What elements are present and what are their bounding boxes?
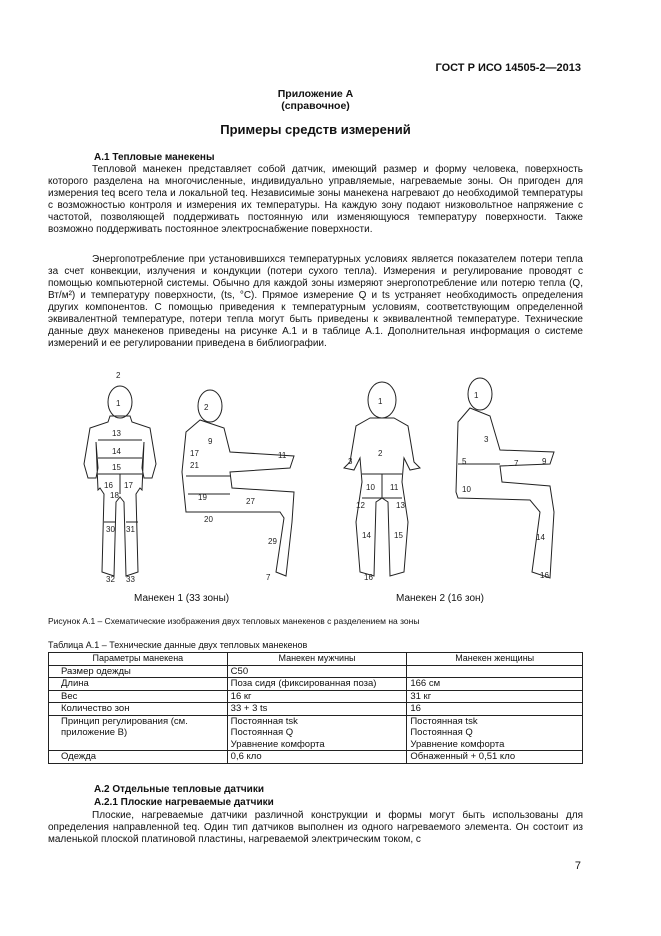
annex-title: Приложение А xyxy=(277,88,354,100)
zone-label: 15 xyxy=(112,463,121,472)
zone-label: 14 xyxy=(536,533,545,542)
table-row xyxy=(49,715,583,751)
table-header-cell: Параметры манекена xyxy=(49,653,228,666)
table-cell: Длина xyxy=(49,678,228,691)
table-cell: С50 xyxy=(227,665,407,678)
zone-label: 16 xyxy=(104,481,113,490)
table-cell xyxy=(407,665,583,678)
section-a1-p1-text: Тепловой манекен представляет собой датчик, имеющий размер и форму человека, поверхность которого разделена на многочисленные, индивидуально управляемые, нагреваемые зоны. Он пригоден для измерения teq всего тела и локальной teq. Независимые зоны манекена нагревают до необходимой температуры с возможностью контроля и измерения их температуры. На каждую зону подают низковольтное напряжение с частотой, позволяющей поддерживать постоянную или изменяющуюся температуру поверхности. Также возможно поддерживать постоянное электроснабжение поверхности. xyxy=(48,164,583,235)
table-cell: 16 xyxy=(407,703,583,716)
zone-label: 2 xyxy=(116,372,121,380)
table-header-row xyxy=(49,653,583,666)
manikin-2-side xyxy=(456,378,554,578)
zone-label: 17 xyxy=(190,449,199,458)
zone-label: 9 xyxy=(542,457,547,466)
table-cell: 31 кг xyxy=(407,690,583,703)
zone-label: 7 xyxy=(514,459,519,468)
page-title: Примеры средств измерений xyxy=(220,122,411,137)
manikin-1-front xyxy=(84,386,156,576)
figure-caption: Рисунок А.1 – Схематические изображения двух тепловых манекенов с разделением на зоны xyxy=(48,616,420,626)
zone-label: 3 xyxy=(484,435,489,444)
section-a1-paragraph-2 xyxy=(48,254,583,350)
section-a1-heading: А.1 Тепловые манекены xyxy=(94,152,215,163)
zone-label: 2 xyxy=(204,403,209,412)
zone-label: 1 xyxy=(474,391,479,400)
manikin-1-side xyxy=(182,390,294,576)
table-row xyxy=(49,703,583,716)
zone-label: 16 xyxy=(364,573,373,582)
zone-label: 32 xyxy=(106,575,115,584)
figure-label-manikin-2: Манекен 2 (16 зон) xyxy=(396,593,484,604)
table-row xyxy=(49,678,583,691)
table-cell: 16 кг xyxy=(227,690,407,703)
table-cell: 33 + 3 ts xyxy=(227,703,407,716)
annex-subtitle: (справочное) xyxy=(281,100,350,112)
manikin-2-front xyxy=(344,382,420,576)
annex-heading xyxy=(48,88,583,112)
zone-label: 1 xyxy=(378,397,383,406)
zone-label: 14 xyxy=(362,531,371,540)
table-row xyxy=(49,751,583,764)
zone-label: 21 xyxy=(190,461,199,470)
section-a2-p1-text: Плоские, нагреваемые датчики различной конструкции и формы могут быть использованы для определения направленной teq. Один тип датчиков выполнен из одного нагреваемого элемента. Он состоит из маленькой плоской платиновой пластины, нагреваемой электрическим током, с xyxy=(48,810,583,845)
section-a21-heading: А.2.1 Плоские нагреваемые датчики xyxy=(94,797,274,808)
section-a2-paragraph-1 xyxy=(48,810,583,846)
zone-label: 9 xyxy=(208,437,213,446)
table-header-cell: Манекен мужчины xyxy=(227,653,407,666)
section-a1-p2-text: Энергопотребление при установившихся температурных условиях является показателем потери тепла за счет конвекции, излучения и кондукции (потери сухого тепла). Измерения и регулирование проводят с помощью компьютерной системы. Обычно для каждой зоны измеряют энергопотребление или потерю тепла (Q, Вт/м²) и температуру поверхности, (ts, °С). Прямое измерение Q и ts устраняет необходимость определения других компонентов. С помощью приведения к температурным условиям, соответствующим определенной эквивалентной температуре, потери тепла могут быть приведены к эквивалентной температуре. Технические данные двух манекенов приведены на рисунке А.1 и в таблице А.1. Дополнительная информация о системе измерений и ее регулировании приведена в библиографии. xyxy=(48,254,583,349)
table-cell: 0,6 кло xyxy=(227,751,407,764)
zone-label: 14 xyxy=(112,447,121,456)
table-cell: Количество зон xyxy=(49,703,228,716)
zone-label: 27 xyxy=(246,497,255,506)
zone-label: 3 xyxy=(348,457,353,466)
table-cell: Обнаженный + 0,51 кло xyxy=(407,751,583,764)
table-cell: Принцип регулирования (см. приложение В) xyxy=(49,715,228,751)
figure-manikins xyxy=(70,372,590,592)
table-cell: 166 см xyxy=(407,678,583,691)
figure-label-manikin-1: Манекен 1 (33 зоны) xyxy=(134,593,230,604)
zone-label: 29 xyxy=(268,537,277,546)
table-row xyxy=(49,665,583,678)
zone-label: 10 xyxy=(366,483,375,492)
table-header-cell: Манекен женщины xyxy=(407,653,583,666)
table-cell: Постоянная tsk Постоянная Q Уравнение комфорта xyxy=(407,715,583,751)
zone-label: 7 xyxy=(266,573,271,582)
table-caption: Таблица А.1 – Технические данные двух тепловых манекенов xyxy=(48,640,308,650)
page-number: 7 xyxy=(574,860,581,872)
zone-label: 19 xyxy=(198,493,207,502)
zone-label: 31 xyxy=(126,525,135,534)
zone-label: 10 xyxy=(462,485,471,494)
table-cell: Постоянная tsk Постоянная Q Уравнение комфорта xyxy=(227,715,407,751)
section-a2-heading: А.2 Отдельные тепловые датчики xyxy=(94,784,264,795)
zone-label: 12 xyxy=(356,501,365,510)
zone-label: 30 xyxy=(106,525,115,534)
table-cell: Вес xyxy=(49,690,228,703)
zone-label: 13 xyxy=(396,501,405,510)
section-a1-paragraph-1 xyxy=(48,164,583,236)
zone-label: 18 xyxy=(110,491,119,500)
zone-label: 33 xyxy=(126,575,135,584)
zone-label: 2 xyxy=(378,449,383,458)
document-code-header: ГОСТ Р ИСО 14505-2—2013 xyxy=(435,62,581,74)
table-row xyxy=(49,690,583,703)
table-cell: Размер одежды xyxy=(49,665,228,678)
zone-label: 11 xyxy=(390,483,399,492)
zone-label: 15 xyxy=(394,531,403,540)
table-cell: Одежда xyxy=(49,751,228,764)
zone-label: 1 xyxy=(116,399,121,408)
zone-label: 16 xyxy=(540,571,549,580)
zone-label: 5 xyxy=(462,457,467,466)
specs-table xyxy=(48,652,583,764)
zone-label: 11 xyxy=(278,451,287,460)
table-cell: Поза сидя (фиксированная поза) xyxy=(227,678,407,691)
zone-label: 13 xyxy=(112,429,121,438)
zone-label: 17 xyxy=(124,481,133,490)
zone-label: 20 xyxy=(204,515,213,524)
